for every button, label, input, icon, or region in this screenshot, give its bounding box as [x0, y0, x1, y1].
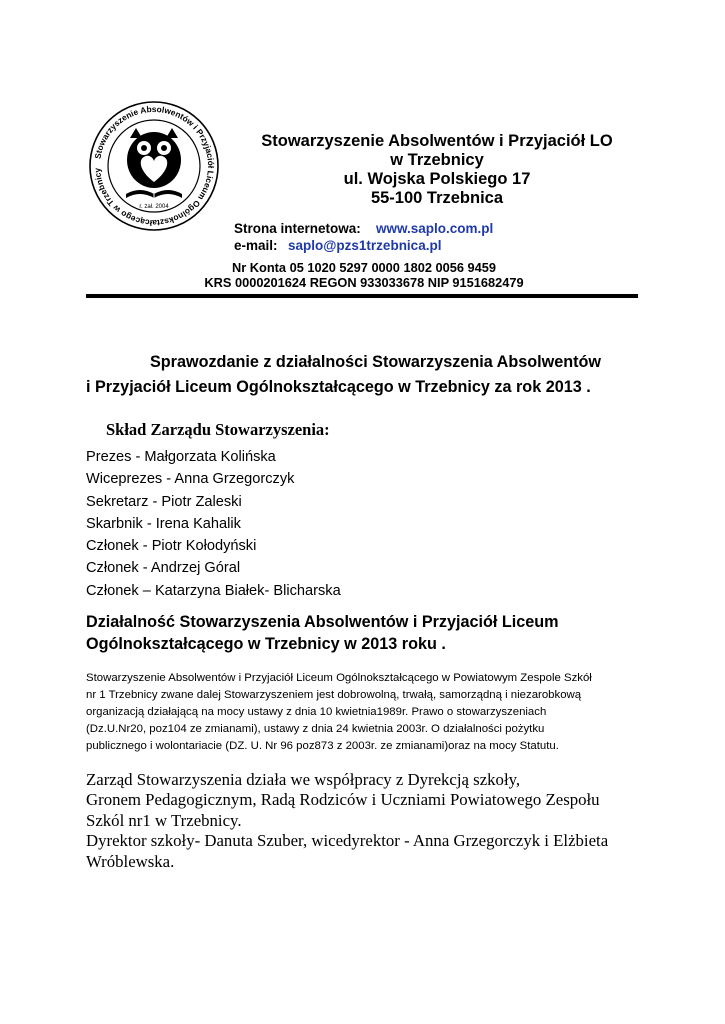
email-label: e-mail: [234, 238, 278, 253]
org-city: w Trzebnicy [390, 151, 484, 169]
board-member: Członek - Andrzej Góral [86, 560, 241, 577]
board-members-list [86, 446, 341, 602]
registry-numbers: KRS 0000201624 REGON 933033678 NIP 9151682479 [204, 275, 524, 290]
paragraph-line: organizacją działającą na mocy ustawy z dnia 10 kwietnia1989r. Prawo o stowarzyszeniach [86, 706, 547, 718]
paragraph-line: Szkól nr1 w Trzebnicy. [86, 810, 242, 830]
paragraph-line: nr 1 Trzebnicy zwane dalej Stowarzyszeniem jest dobrowolną, trwałą, samorządną i niezarobkową [86, 689, 582, 701]
paragraph-line: publicznego i wolontariacie (DZ. U. Nr 96 poz873 z 2003r. ze zmianami)oraz na mocy Statutu. [86, 740, 559, 752]
report-title-line: i Przyjaciół Liceum Ogólnokształcącego w Trzebnicy za rok 2013 . [86, 378, 591, 396]
board-member: Członek – Katarzyna Białek- Blicharska [86, 582, 341, 599]
bank-details [174, 260, 554, 290]
email-link[interactable]: saplo@pzs1trzebnica.pl [288, 238, 442, 253]
paragraph-line: Dyrektor szkoły- Danuta Szuber, wicedyrektor - Anna Grzegorczyk i Elżbieta [86, 831, 609, 851]
board-heading: Skład Zarządu Stowarzyszenia: [106, 420, 330, 439]
activity-heading [86, 611, 606, 655]
bank-account: Nr Konta 05 1020 5297 0000 1802 0056 9459 [232, 260, 496, 275]
header-divider [86, 294, 638, 298]
website-label: Strona internetowa: [234, 221, 361, 236]
paragraph-line: Stowarzyszenie Absolwentów i Przyjaciół Liceum Ogólnokształcącego w Powiatowym Zespole Szkół [86, 672, 592, 684]
board-member: Członek - Piotr Kołodyński [86, 538, 257, 555]
paragraph-line: Zarząd Stowarzyszenia działa we współpracy z Dyrekcją szkoły, [86, 770, 521, 789]
org-street: ul. Wojska Polskiego 17 [343, 170, 531, 188]
org-postal: 55-100 Trzebnica [370, 189, 504, 207]
org-name: Stowarzyszenie Absolwentów i Przyjaciół LO [261, 132, 613, 150]
activity-heading-line: Działalność Stowarzyszenia Absolwentów i Przyjaciół Liceum [86, 613, 559, 631]
paragraph-line: Gronem Pedagogicznym, Radą Rodziców i Uczniami Powiatowego Zespołu [86, 790, 600, 810]
board-member: Skarbnik - Irena Kahalik [86, 515, 241, 532]
website-link[interactable]: www.saplo.com.pl [376, 221, 494, 236]
report-title-line: Sprawozdanie z działalności Stowarzyszenia Absolwentów [150, 353, 601, 371]
paragraph-line: (Dz.U.Nr20, poz104 ze zmianami), ustawy z dnia 24 kwietnia 2003r. O działalności pożytku [86, 723, 545, 735]
association-logo [86, 98, 222, 234]
activity-heading-line: Ogólnokształcącego w Trzebnicy w 2013 roku . [86, 635, 446, 653]
activity-paragraph [86, 670, 646, 755]
logo-ring-text: Stowarzyszenie Absolwentów i Przyjaciół Liceum Ogólnokształcącego w Trzebnicy [91, 103, 217, 229]
board-member: Wiceprezes - Anna Grzegorczyk [86, 471, 295, 488]
report-title [86, 350, 656, 400]
cooperation-paragraph [86, 770, 656, 872]
letterhead [86, 96, 638, 296]
board-member: Prezes - Małgorzata Kolińska [86, 449, 276, 465]
paragraph-line: Wróblewska. [86, 851, 175, 871]
logo-founded-text: r. zał. 2004 [139, 204, 169, 210]
organization-address [236, 132, 638, 208]
contact-info [234, 220, 493, 254]
board-member: Sekretarz - Piotr Zaleski [86, 493, 242, 510]
